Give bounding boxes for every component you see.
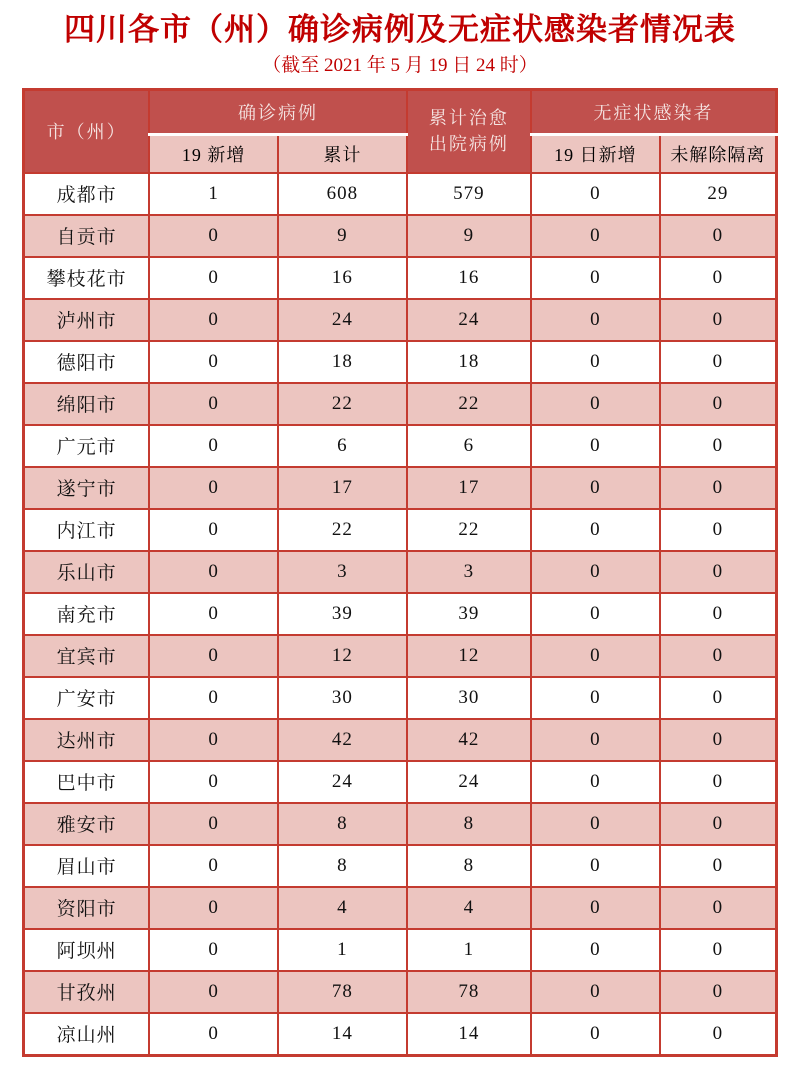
value-cell: 17	[278, 467, 407, 509]
table-row	[24, 425, 777, 467]
value-cell: 0	[149, 761, 278, 803]
value-cell: 8	[407, 803, 531, 845]
value-cell: 8	[278, 845, 407, 887]
value-cell: 0	[531, 173, 660, 215]
table-row	[24, 173, 777, 215]
value-cell: 39	[278, 593, 407, 635]
city-cell: 乐山市	[24, 551, 150, 593]
value-cell: 1	[278, 929, 407, 971]
value-cell: 608	[278, 173, 407, 215]
city-cell: 绵阳市	[24, 383, 150, 425]
city-cell: 广元市	[24, 425, 150, 467]
value-cell: 78	[278, 971, 407, 1013]
value-cell: 78	[407, 971, 531, 1013]
value-cell: 8	[407, 845, 531, 887]
value-cell: 6	[407, 425, 531, 467]
value-cell: 22	[278, 509, 407, 551]
table-row	[24, 215, 777, 257]
city-cell: 德阳市	[24, 341, 150, 383]
value-cell: 0	[660, 299, 777, 341]
value-cell: 8	[278, 803, 407, 845]
table-row	[24, 719, 777, 761]
page-subtitle: （截至 2021 年 5 月 19 日 24 时）	[262, 55, 538, 77]
table-header	[24, 89, 777, 173]
value-cell: 4	[278, 887, 407, 929]
header-confirmed-total: 累计	[278, 134, 407, 173]
header-confirmed-new: 19 新增	[149, 134, 278, 173]
value-cell: 22	[278, 383, 407, 425]
city-cell: 资阳市	[24, 887, 150, 929]
value-cell: 0	[531, 845, 660, 887]
value-cell: 0	[660, 761, 777, 803]
value-cell: 24	[407, 761, 531, 803]
value-cell: 29	[660, 173, 777, 215]
table-body	[24, 173, 777, 1056]
value-cell: 0	[531, 257, 660, 299]
value-cell: 0	[149, 425, 278, 467]
value-cell: 0	[660, 383, 777, 425]
header-cured	[407, 89, 531, 173]
value-cell: 0	[660, 593, 777, 635]
value-cell: 0	[660, 257, 777, 299]
value-cell: 3	[278, 551, 407, 593]
value-cell: 14	[407, 1013, 531, 1056]
value-cell: 0	[149, 635, 278, 677]
city-cell: 宜宾市	[24, 635, 150, 677]
value-cell: 30	[407, 677, 531, 719]
header-asym-new: 19 日新增	[531, 134, 660, 173]
table-row	[24, 635, 777, 677]
value-cell: 0	[660, 467, 777, 509]
value-cell: 24	[407, 299, 531, 341]
city-cell: 阿坝州	[24, 929, 150, 971]
value-cell: 0	[531, 551, 660, 593]
value-cell: 0	[531, 509, 660, 551]
table-row	[24, 467, 777, 509]
value-cell: 1	[149, 173, 278, 215]
table-row	[24, 845, 777, 887]
value-cell: 1	[407, 929, 531, 971]
value-cell: 9	[278, 215, 407, 257]
value-cell: 0	[531, 341, 660, 383]
value-cell: 0	[660, 929, 777, 971]
header-cured-label: 累计治愈出院病例	[428, 108, 509, 155]
table-row	[24, 383, 777, 425]
value-cell: 0	[531, 425, 660, 467]
cases-table	[22, 88, 778, 1057]
city-cell: 内江市	[24, 509, 150, 551]
value-cell: 0	[531, 635, 660, 677]
value-cell: 0	[660, 677, 777, 719]
city-cell: 巴中市	[24, 761, 150, 803]
table-row	[24, 929, 777, 971]
value-cell: 12	[407, 635, 531, 677]
city-cell: 南充市	[24, 593, 150, 635]
value-cell: 24	[278, 761, 407, 803]
value-cell: 12	[278, 635, 407, 677]
table-row	[24, 887, 777, 929]
value-cell: 0	[660, 551, 777, 593]
value-cell: 0	[531, 1013, 660, 1056]
value-cell: 0	[531, 467, 660, 509]
city-cell: 眉山市	[24, 845, 150, 887]
value-cell: 0	[149, 971, 278, 1013]
value-cell: 22	[407, 509, 531, 551]
value-cell: 0	[660, 971, 777, 1013]
value-cell: 3	[407, 551, 531, 593]
city-cell: 甘孜州	[24, 971, 150, 1013]
value-cell: 579	[407, 173, 531, 215]
value-cell: 18	[407, 341, 531, 383]
city-cell: 雅安市	[24, 803, 150, 845]
value-cell: 0	[149, 1013, 278, 1056]
city-cell: 达州市	[24, 719, 150, 761]
table-row	[24, 677, 777, 719]
value-cell: 16	[278, 257, 407, 299]
value-cell: 0	[660, 887, 777, 929]
value-cell: 0	[660, 341, 777, 383]
city-cell: 凉山州	[24, 1013, 150, 1056]
city-cell: 攀枝花市	[24, 257, 150, 299]
table-row	[24, 803, 777, 845]
value-cell: 39	[407, 593, 531, 635]
value-cell: 0	[531, 383, 660, 425]
value-cell: 24	[278, 299, 407, 341]
value-cell: 0	[149, 299, 278, 341]
value-cell: 0	[531, 761, 660, 803]
value-cell: 0	[149, 803, 278, 845]
table-row	[24, 761, 777, 803]
value-cell: 0	[660, 425, 777, 467]
value-cell: 0	[149, 257, 278, 299]
value-cell: 0	[531, 677, 660, 719]
table-row	[24, 971, 777, 1013]
header-confirmed-group: 确诊病例	[149, 89, 407, 134]
value-cell: 0	[149, 551, 278, 593]
table-row	[24, 299, 777, 341]
value-cell: 0	[531, 299, 660, 341]
table-row	[24, 593, 777, 635]
value-cell: 0	[660, 845, 777, 887]
value-cell: 0	[149, 929, 278, 971]
value-cell: 4	[407, 887, 531, 929]
value-cell: 0	[149, 845, 278, 887]
value-cell: 6	[278, 425, 407, 467]
value-cell: 17	[407, 467, 531, 509]
value-cell: 0	[531, 971, 660, 1013]
value-cell: 0	[149, 887, 278, 929]
table-row	[24, 1013, 777, 1056]
value-cell: 0	[149, 593, 278, 635]
value-cell: 0	[531, 803, 660, 845]
value-cell: 42	[278, 719, 407, 761]
table-row	[24, 341, 777, 383]
value-cell: 0	[149, 383, 278, 425]
table-row	[24, 257, 777, 299]
city-cell: 自贡市	[24, 215, 150, 257]
value-cell: 42	[407, 719, 531, 761]
value-cell: 16	[407, 257, 531, 299]
value-cell: 30	[278, 677, 407, 719]
value-cell: 0	[660, 719, 777, 761]
value-cell: 0	[149, 719, 278, 761]
value-cell: 0	[149, 215, 278, 257]
header-city: 市（州）	[24, 89, 150, 173]
city-cell: 成都市	[24, 173, 150, 215]
city-cell: 泸州市	[24, 299, 150, 341]
value-cell: 0	[149, 509, 278, 551]
value-cell: 14	[278, 1013, 407, 1056]
value-cell: 0	[660, 215, 777, 257]
value-cell: 0	[531, 719, 660, 761]
table-row	[24, 509, 777, 551]
value-cell: 0	[660, 635, 777, 677]
value-cell: 0	[531, 929, 660, 971]
table-row	[24, 551, 777, 593]
value-cell: 0	[149, 677, 278, 719]
page-title: 四川各市（州）确诊病例及无症状感染者情况表	[64, 12, 736, 47]
value-cell: 0	[660, 1013, 777, 1056]
value-cell: 18	[278, 341, 407, 383]
header-asymptomatic-group: 无症状感染者	[531, 89, 777, 134]
value-cell: 0	[531, 887, 660, 929]
value-cell: 0	[149, 341, 278, 383]
value-cell: 0	[149, 467, 278, 509]
header-asym-quarantined: 未解除隔离	[660, 134, 777, 173]
value-cell: 0	[660, 509, 777, 551]
value-cell: 0	[531, 593, 660, 635]
city-cell: 广安市	[24, 677, 150, 719]
value-cell: 22	[407, 383, 531, 425]
value-cell: 9	[407, 215, 531, 257]
city-cell: 遂宁市	[24, 467, 150, 509]
value-cell: 0	[531, 215, 660, 257]
value-cell: 0	[660, 803, 777, 845]
